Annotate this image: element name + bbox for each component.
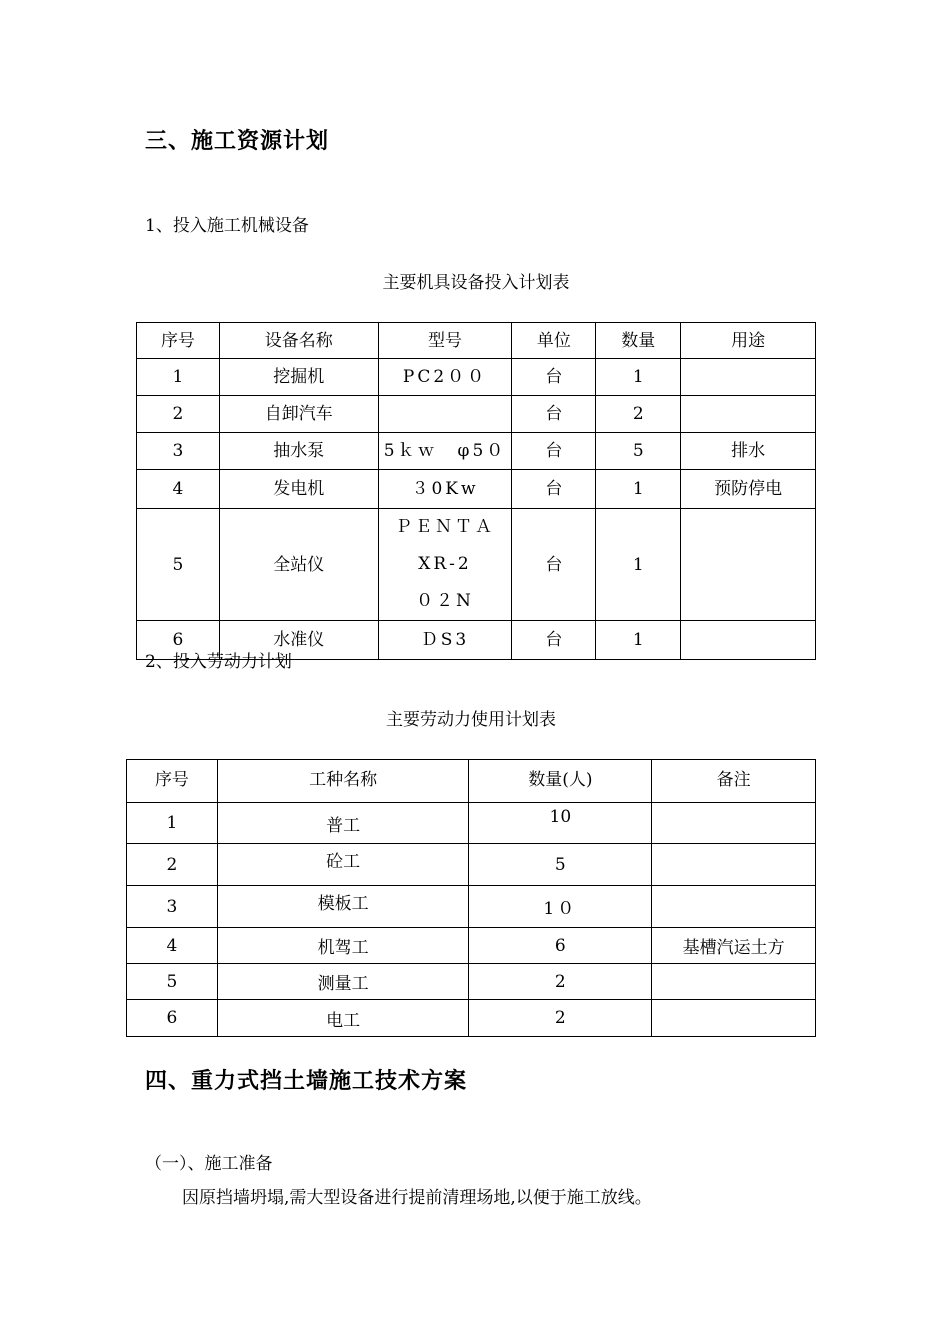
table-cell: 发电机: [219, 470, 378, 509]
table-cell: 台: [512, 396, 596, 433]
header-cell: 设备名称: [219, 323, 378, 359]
table-header-row: [137, 323, 816, 359]
table-cell-model-wrapped: [378, 509, 512, 621]
table-cell: [652, 1000, 816, 1037]
table-cell: 1: [596, 509, 681, 621]
table-cell: 2: [137, 396, 220, 433]
model-line-1: ＰＥＮＴＡXR-2: [395, 517, 495, 574]
table-cell: [681, 509, 816, 621]
table-row: [137, 433, 816, 470]
table-cell: 砼工: [217, 844, 469, 886]
table-cell: 2: [469, 964, 652, 1000]
table-cell: [681, 396, 816, 433]
table-cell: 台: [512, 359, 596, 396]
table-cell: 1: [596, 359, 681, 396]
table-cell: 4: [127, 928, 218, 964]
table-cell: 自卸汽车: [219, 396, 378, 433]
table-cell: [681, 359, 816, 396]
table-cell: 5: [127, 964, 218, 1000]
header-cell: 数量: [596, 323, 681, 359]
table-cell: 排水: [681, 433, 816, 470]
table-cell: [652, 844, 816, 886]
table-row: [137, 359, 816, 396]
table-cell: 1: [127, 803, 218, 844]
subsection-preparation: （一）、施工准备: [145, 1154, 273, 1174]
table-cell: 6: [469, 928, 652, 964]
table-cell: 6: [127, 1000, 218, 1037]
table-cell: 2: [127, 844, 218, 886]
table-cell: 5: [137, 509, 220, 621]
header-cell: 型号: [378, 323, 512, 359]
table-cell: 1０: [469, 886, 652, 928]
table-cell: [652, 964, 816, 1000]
table1-caption: 主要机具设备投入计划表: [382, 273, 570, 293]
table-cell: 预防停电: [681, 470, 816, 509]
table-cell: 机驾工: [217, 928, 469, 964]
model-line-2: ０２N: [416, 591, 474, 611]
table-row: [127, 964, 816, 1000]
table-cell: 全站仪: [219, 509, 378, 621]
table-cell: 1: [596, 470, 681, 509]
table-cell: 台: [512, 509, 596, 621]
subsection-machinery: 1、投入施工机械设备: [145, 216, 309, 236]
header-cell: 数量(人): [469, 760, 652, 803]
table-cell: 1: [137, 359, 220, 396]
table-row: [137, 509, 816, 621]
table-cell: ＤS3: [378, 621, 512, 660]
table-row: [127, 803, 816, 844]
table-cell: [652, 803, 816, 844]
paragraph-preparation: 因原挡墙坍塌,需大型设备进行提前清理场地,以便于施工放线。: [182, 1188, 652, 1208]
table-cell: 4: [137, 470, 220, 509]
table-cell: 水准仪: [219, 621, 378, 660]
table-cell: 电工: [217, 1000, 469, 1037]
table-cell: 3: [127, 886, 218, 928]
table-cell: 2: [596, 396, 681, 433]
table-cell: 台: [512, 470, 596, 509]
equipment-table: [136, 322, 816, 660]
header-cell: 工种名称: [217, 760, 469, 803]
table-cell: 3: [137, 433, 220, 470]
table-cell: 台: [512, 433, 596, 470]
table-cell: ３0Kw: [378, 470, 512, 509]
table-row: [127, 886, 816, 928]
table-cell: 挖掘机: [219, 359, 378, 396]
section3-title: 三、施工资源计划: [145, 128, 330, 154]
table-row: [127, 1000, 816, 1037]
table-cell: 模板工: [217, 886, 469, 928]
header-cell: 单位: [512, 323, 596, 359]
table-cell: [652, 886, 816, 928]
table-cell: PC2００: [378, 359, 512, 396]
table-cell: 台: [512, 621, 596, 660]
table-cell: 1: [596, 621, 681, 660]
table-cell: 2: [469, 1000, 652, 1037]
header-cell: 备注: [652, 760, 816, 803]
table-cell: 测量工: [217, 964, 469, 1000]
table-cell: 6: [137, 621, 220, 660]
header-cell: 用途: [681, 323, 816, 359]
table-cell: 5ｋｗ φ5０: [378, 433, 512, 470]
table-row: [127, 928, 816, 964]
table-cell: 5: [596, 433, 681, 470]
table-row: [127, 844, 816, 886]
table-cell: 抽水泵: [219, 433, 378, 470]
table-header-row: [127, 760, 816, 803]
table-cell: 10: [469, 803, 652, 844]
subsection-labor: 2、投入劳动力计划: [145, 652, 292, 672]
table-cell: 基槽汽运土方: [652, 928, 816, 964]
table-cell: 5: [469, 844, 652, 886]
labor-table: [126, 759, 816, 1037]
header-cell: 序号: [137, 323, 220, 359]
table-cell: 普工: [217, 803, 469, 844]
table-cell: [378, 396, 512, 433]
table-row: [137, 396, 816, 433]
section4-title: 四、重力式挡土墙施工技术方案: [145, 1068, 468, 1094]
table2-caption: 主要劳动力使用计划表: [386, 710, 556, 730]
header-cell: 序号: [127, 760, 218, 803]
table-row: [137, 470, 816, 509]
table-cell: [681, 621, 816, 660]
